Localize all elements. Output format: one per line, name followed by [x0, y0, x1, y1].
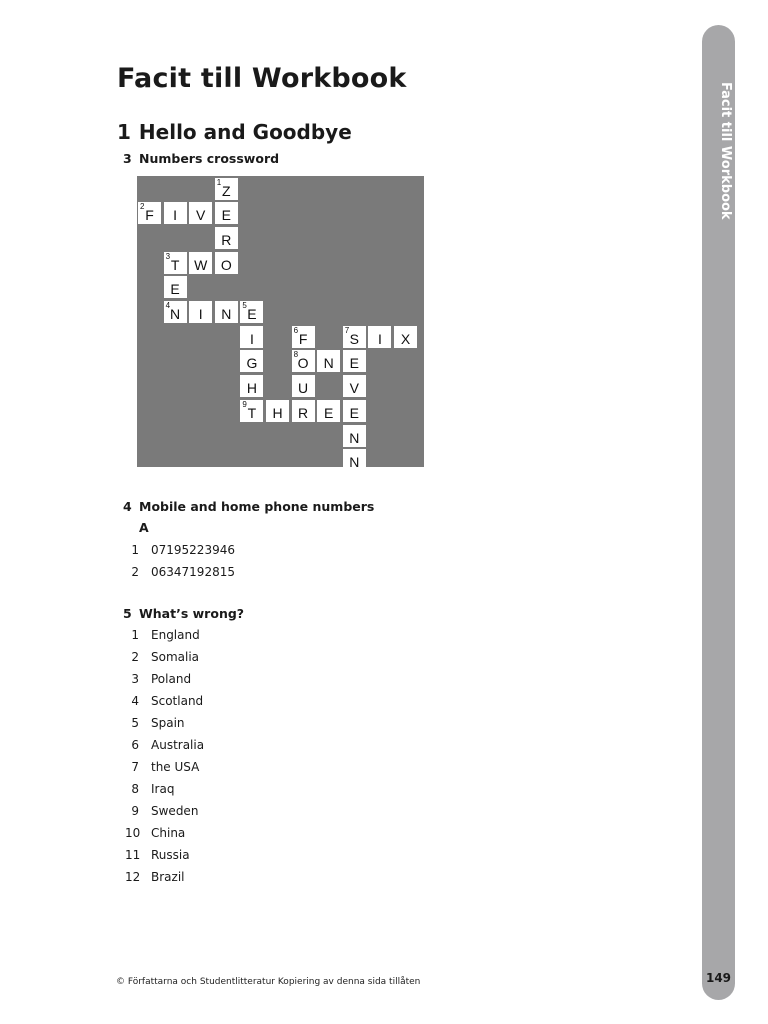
- list-item-number: 2: [131, 565, 139, 579]
- crossword-clue-number: 5: [242, 301, 247, 310]
- crossword-letter: E: [349, 404, 359, 421]
- side-tab-label: Facit till Workbook: [718, 82, 733, 220]
- crossword-grid: [137, 176, 424, 471]
- list-item: [125, 690, 204, 712]
- crossword-cell: [368, 326, 391, 348]
- crossword-cell: [343, 375, 366, 397]
- crossword-cell: [292, 400, 315, 422]
- list-item-text: Russia: [151, 848, 190, 862]
- crossword-letter: I: [249, 330, 254, 347]
- crossword-letter: O: [220, 256, 232, 273]
- crossword-letter: G: [246, 355, 258, 372]
- list-item: [125, 800, 204, 822]
- crossword-letter: N: [170, 306, 181, 322]
- list-item-text: Australia: [151, 738, 205, 752]
- crossword-letter: E: [221, 207, 231, 224]
- crossword-cell: [343, 425, 366, 447]
- crossword-letter: X: [400, 330, 411, 347]
- list-item: [125, 712, 204, 734]
- crossword-cell: [164, 301, 187, 323]
- crossword-letter: T: [247, 404, 257, 421]
- crossword-cell: [189, 252, 212, 274]
- list-item-text: Somalia: [151, 650, 200, 664]
- crossword-letter: F: [145, 207, 154, 224]
- page-number: 149: [705, 971, 732, 985]
- crossword-cell: [215, 227, 238, 249]
- crossword-cell: [240, 326, 263, 348]
- list-item-number: 11: [125, 848, 141, 862]
- crossword-letter: V: [196, 207, 206, 224]
- crossword-letter: N: [349, 429, 360, 446]
- list-item-number: 4: [131, 694, 139, 708]
- list-item-text: China: [151, 826, 186, 840]
- crossword-letter: R: [298, 404, 309, 421]
- crossword-cell: [164, 276, 187, 298]
- list-item-number: 7: [131, 760, 139, 774]
- exercise-4-number: 4: [123, 499, 132, 514]
- exercise-3-heading: [123, 151, 279, 166]
- crossword-cell: [240, 375, 263, 397]
- crossword-cell: [215, 202, 238, 224]
- list-item-number: 1: [131, 543, 139, 557]
- crossword-letter: V: [349, 380, 359, 397]
- list-item: [125, 539, 235, 561]
- crossword-clue-number: 9: [242, 399, 247, 409]
- exercise-3-title: Numbers crossword: [139, 151, 280, 166]
- crossword-clue-number: 3: [165, 251, 171, 261]
- list-item-text: Scotland: [151, 694, 204, 708]
- crossword-letter: H: [246, 380, 257, 397]
- crossword-letter: N: [349, 454, 360, 471]
- crossword-clue-number: 1: [216, 177, 222, 187]
- list-item-number: 3: [131, 672, 139, 686]
- section-title-text: Hello and Goodbye: [138, 120, 352, 144]
- list-item-number: 10: [125, 826, 141, 840]
- crossword-letter: I: [377, 330, 382, 347]
- list-item-text: Sweden: [151, 804, 199, 818]
- list-item-text: Spain: [151, 716, 185, 730]
- crossword-clue-number: 8: [293, 350, 299, 360]
- crossword-clue-number: 4: [165, 301, 171, 310]
- crossword-letter: E: [247, 306, 257, 322]
- crossword-letter: E: [349, 355, 359, 372]
- list-item-text: Poland: [151, 672, 192, 686]
- exercise-5-title: What’s wrong?: [139, 606, 245, 621]
- crossword-cell: [292, 350, 315, 372]
- crossword-letter: N: [323, 355, 334, 372]
- crossword-letter: F: [298, 330, 308, 347]
- exercise-3-number: 3: [123, 151, 132, 166]
- crossword-cell: [394, 326, 417, 348]
- list-item-number: 12: [125, 870, 141, 884]
- list-item-number: 1: [131, 628, 139, 642]
- crossword-cell: [343, 449, 366, 471]
- crossword-cell: [138, 202, 161, 224]
- crossword-letter: I: [198, 306, 203, 322]
- list-item-number: 9: [131, 804, 139, 818]
- crossword-letter: E: [170, 281, 180, 298]
- crossword-cell: [189, 202, 212, 224]
- crossword-cell: [215, 301, 238, 323]
- crossword-letter: U: [298, 380, 309, 397]
- list-item-text: Brazil: [151, 870, 185, 884]
- list-item-text: the USA: [151, 760, 200, 774]
- crossword-cell: [240, 350, 263, 372]
- crossword-clue-number: 6: [293, 325, 299, 335]
- list-item: [125, 822, 204, 844]
- crossword-cell: [266, 400, 289, 422]
- exercise-4-heading: [123, 499, 374, 514]
- crossword-cell: [189, 301, 212, 323]
- country-list: [125, 624, 204, 888]
- list-item: [125, 734, 204, 756]
- crossword-letter: R: [221, 231, 232, 248]
- list-item: [125, 844, 204, 866]
- list-item-number: 6: [131, 738, 139, 752]
- crossword-letter: W: [194, 256, 208, 273]
- crossword-cell: [292, 375, 315, 397]
- exercise-4-title: Mobile and home phone numbers: [139, 499, 375, 514]
- crossword-cell: [292, 326, 315, 348]
- crossword-cell: [343, 400, 366, 422]
- crossword-cell: [215, 252, 238, 274]
- crossword-letter: N: [221, 306, 232, 322]
- crossword-cell: [240, 400, 263, 422]
- crossword-letter: I: [173, 207, 178, 224]
- list-item: [125, 668, 204, 690]
- crossword-cell: [215, 178, 238, 200]
- list-item: [125, 624, 204, 646]
- crossword-letter: E: [324, 404, 334, 421]
- list-item: [125, 778, 204, 800]
- crossword-cell: [164, 252, 187, 274]
- crossword-clue-number: 7: [344, 325, 350, 335]
- list-item-number: 2: [131, 650, 139, 664]
- list-item: [125, 646, 204, 668]
- list-item-text: Iraq: [151, 782, 175, 796]
- page-title: Facit till Workbook: [117, 63, 407, 94]
- copyright-footer: © Författarna och Studentlitteratur Kopiering av denna sida tillåten: [116, 977, 421, 987]
- crossword-clue-number: 2: [140, 202, 145, 212]
- list-item-number: 8: [131, 782, 139, 796]
- list-item-number: 5: [131, 716, 139, 730]
- crossword-letter: S: [349, 330, 359, 347]
- exercise-5-heading: [123, 606, 244, 621]
- section-number: 1: [117, 120, 131, 144]
- list-item-text: England: [151, 628, 200, 642]
- list-item: [125, 866, 204, 888]
- crossword-cell: [240, 301, 263, 323]
- phone-number-list: [125, 539, 235, 583]
- crossword-cell: [164, 202, 187, 224]
- crossword-cell: [343, 326, 366, 348]
- crossword-letter: O: [297, 355, 309, 372]
- crossword-cell: [317, 350, 340, 372]
- list-item-text: 07195223946: [151, 543, 235, 557]
- exercise-4-part-label: A: [139, 520, 149, 535]
- list-item: [125, 561, 235, 583]
- crossword-letter: T: [170, 256, 180, 273]
- crossword-cell: [317, 400, 340, 422]
- list-item: [125, 756, 204, 778]
- exercise-5-number: 5: [123, 606, 132, 621]
- crossword-letter: H: [272, 404, 283, 421]
- section-title: [117, 120, 352, 144]
- list-item-text: 06347192815: [151, 565, 235, 579]
- crossword-cell: [343, 350, 366, 372]
- crossword-letter: Z: [222, 182, 231, 199]
